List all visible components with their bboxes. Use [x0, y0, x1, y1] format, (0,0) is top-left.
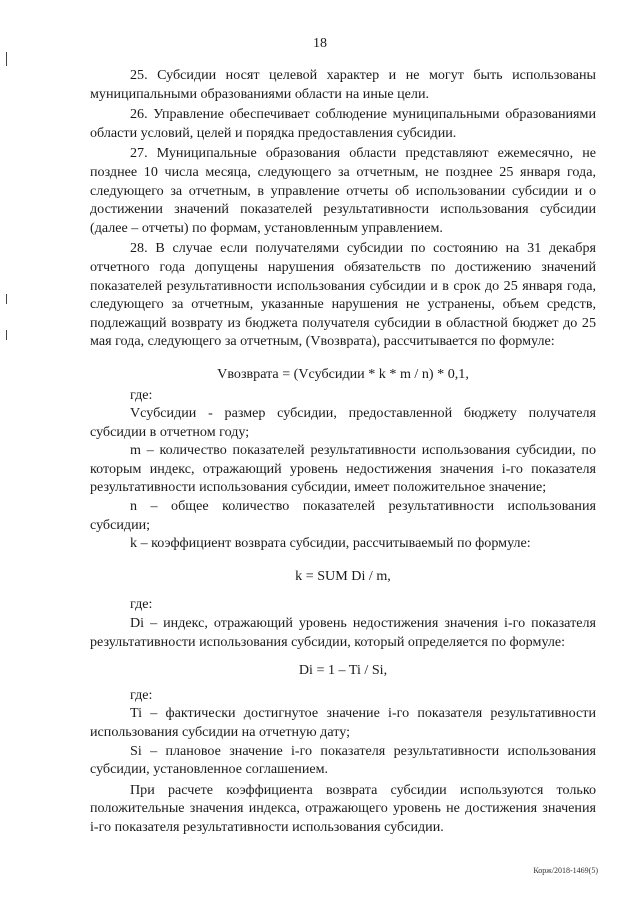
formula-di: Di = 1 – Ti / Si, — [298, 662, 388, 679]
formula-v-return: Vвозврата = (Vсубсидии * k * m / n) * 0,1, — [217, 365, 469, 382]
paragraph-26: 26. Управление обеспечивает соблюдение муниципальными образованиями области условий, целей и порядка предоставления субсидии. — [90, 106, 596, 141]
page-number: 18 — [313, 36, 327, 51]
definition-m: m – количество показателей результативности использования субсидии, по которым индекс, отражающий уровень недостижения значения i-го показателя результативности использования субсидии, имеет положительное значение; — [90, 442, 596, 496]
definition-v-subsidy: Vсубсидии - размер субсидии, предоставленной бюджету получателя субсидии в отчетном году; — [90, 405, 596, 440]
definition-di: Di – индекс, отражающий уровень недостижения значения i-го показателя результативности использования субсидии, который определяется по формуле: — [90, 615, 596, 650]
paragraph-27: 27. Муниципальные образования области представляют ежемесячно, не позднее 10 числа месяца, следующего за отчетным, не позднее 25 января года, следующего за отчетным, в управление отчеты об использовании субсидии и о достижении значений показателей результативности использования субсидии (далее – отчеты) по формам, установленным управлением. — [90, 145, 596, 236]
definition-si: Si – плановое значение i-го показателя результативности использования субсидии, установленное соглашением. — [90, 742, 596, 778]
where-label: где: — [130, 686, 153, 703]
definition-k: k – коэффициент возврата субсидии, рассчитываемый по формуле: — [130, 535, 531, 552]
where-label: где: — [130, 596, 153, 613]
margin-mark — [6, 330, 7, 340]
definition-ti: Ti – фактически достигнутое значение i-го показателя результативности использования субсидии на отчетную дату; — [90, 705, 596, 740]
paragraph-28: 28. В случае если получателями субсидии по состоянию на 31 декабря отчетного года допущены нарушения обязательств по достижению значений показателей результативности использования субсидии и в срок до 25 января года, следующего за отчетным, указанные нарушения не устранены, объем средств, подлежащий возврату из бюджета получателя субсидии в областной бюджет до 25 мая года, следующего за отчетным, (Vвозврата), рассчитывается по формуле: — [90, 240, 596, 350]
document-body — [90, 66, 596, 837]
paragraph-final: При расчете коэффициента возврата субсидии используются только положительные значения индекса, отражающего уровень не достижения значения i-го показателя результативности использования субсидии. — [90, 781, 596, 835]
where-label: где: — [130, 386, 153, 403]
definition-n: n – общее количество показателей результативности использования субсидии; — [90, 498, 596, 533]
margin-mark — [6, 294, 7, 304]
formula-k: k = SUM Di / m, — [295, 567, 391, 584]
paragraph-25: 25. Субсидии носят целевой характер и не могут быть использованы муниципальными образованиями области на иные цели. — [90, 67, 596, 102]
margin-mark — [6, 52, 7, 66]
footer-document-code: Корж/2018-1469(5) — [533, 866, 598, 875]
